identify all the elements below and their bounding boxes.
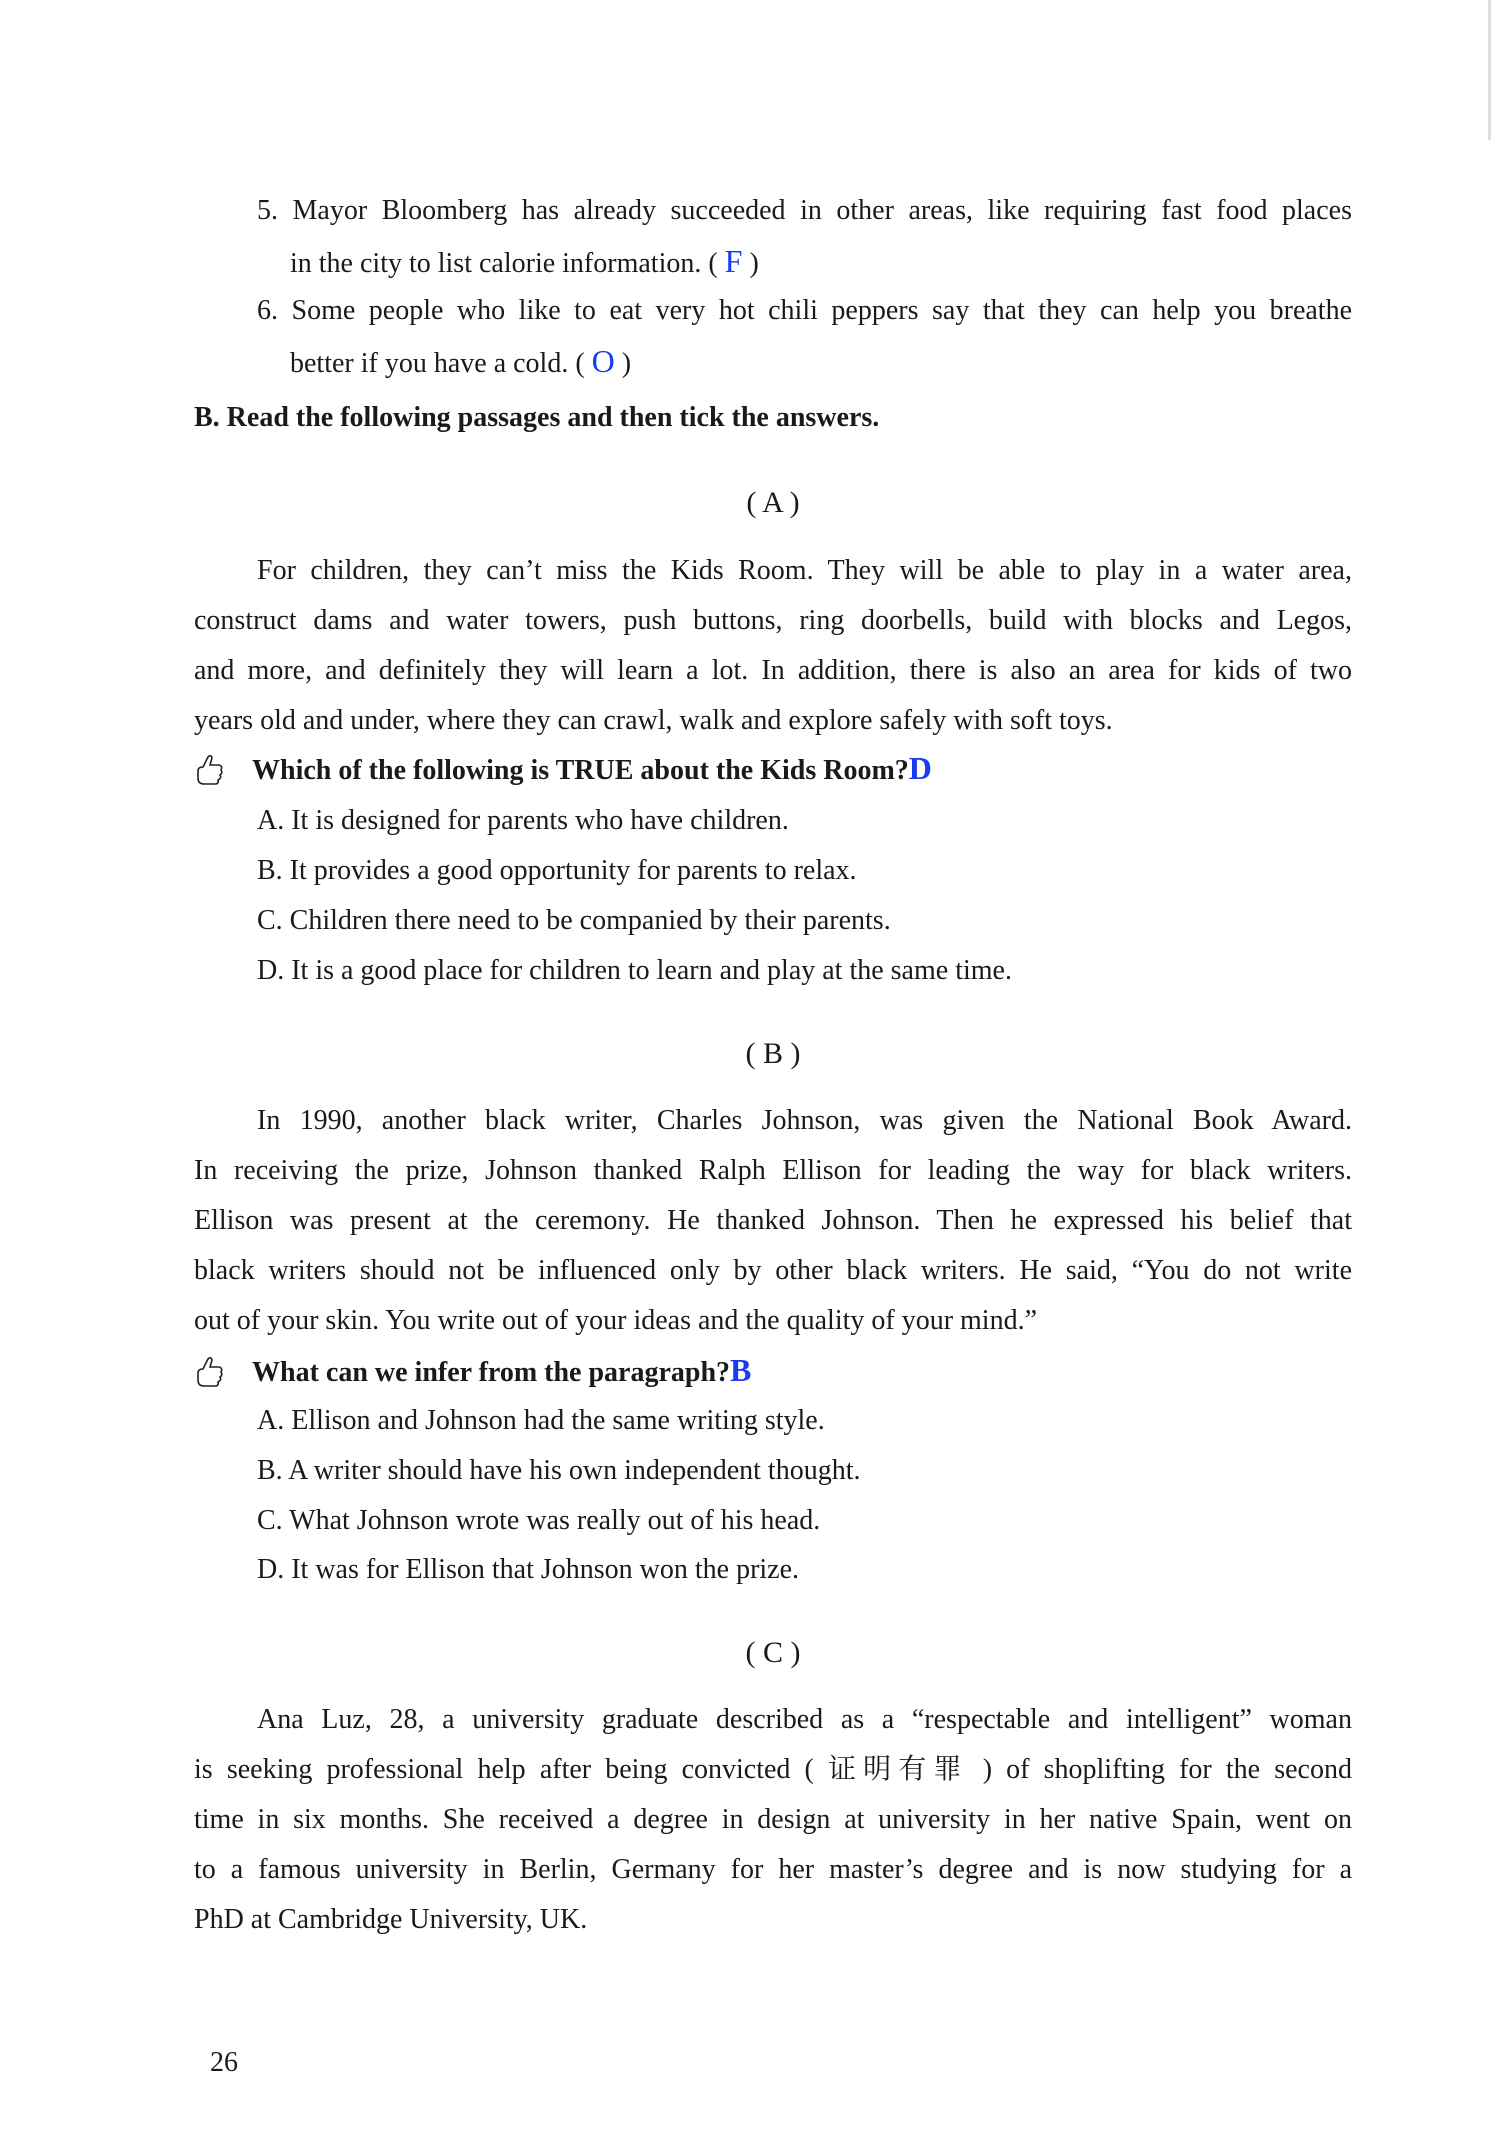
option-d: D. It was for Ellison that Johnson won the prize. bbox=[257, 1554, 800, 1585]
passage-c-line: PhD at Cambridge University, UK. bbox=[194, 1904, 588, 1935]
question-text: Which of the following is TRUE about the Kids Room? bbox=[252, 755, 909, 786]
passage-c-label: ( C ) bbox=[745, 1636, 801, 1669]
paren: ) bbox=[749, 248, 759, 279]
answer-mark: F bbox=[724, 243, 743, 279]
option-d: D. It is a good place for children to learn and play at the same time. bbox=[257, 955, 1012, 986]
thumb-icon bbox=[194, 753, 224, 787]
passage-b-line: black writers should not be influenced only by other black writers. He said, “You do not write bbox=[194, 1255, 1352, 1286]
question-a bbox=[194, 743, 932, 793]
option-c: C. What Johnson wrote was really out of his head. bbox=[257, 1505, 821, 1536]
item-text: better if you have a cold. ( bbox=[290, 348, 585, 379]
question-b bbox=[194, 1345, 751, 1395]
item-6-line-2 bbox=[290, 336, 1352, 386]
passage-b-label: ( B ) bbox=[745, 1037, 801, 1070]
option-a: A. It is designed for parents who have children. bbox=[257, 805, 789, 836]
passage-c-line: is seeking professional help after being convicted ( 证明有罪 ) of shoplifting for the second bbox=[194, 1754, 1352, 1785]
page-edge-shadow bbox=[1488, 0, 1491, 140]
answer-mark: B bbox=[730, 1352, 752, 1388]
question-text: What can we infer from the paragraph? bbox=[252, 1357, 731, 1388]
item-6-line-1: 6. Some people who like to eat very hot chili peppers say that they can help you breathe bbox=[257, 295, 1352, 326]
passage-a-line: and more, and definitely they will learn a lot. In addition, there is also an area for kids of two bbox=[194, 655, 1352, 686]
item-5-line-1: 5. Mayor Bloomberg has already succeeded in other areas, like requiring fast food places bbox=[257, 195, 1352, 226]
passage-c-line: Ana Luz, 28, a university graduate described as a “respectable and intelligent” woman bbox=[257, 1704, 1352, 1735]
passage-b-line: Ellison was present at the ceremony. He thanked Johnson. Then he expressed his belief that bbox=[194, 1205, 1352, 1236]
passage-a-label: ( A ) bbox=[746, 486, 800, 519]
answer-mark: O bbox=[591, 343, 615, 379]
passage-b-line: In receiving the prize, Johnson thanked Ralph Ellison for leading the way for black writers. bbox=[194, 1155, 1352, 1186]
option-a: A. Ellison and Johnson had the same writing style. bbox=[257, 1405, 825, 1436]
option-c: C. Children there need to be companied by their parents. bbox=[257, 905, 891, 936]
item-text: in the city to list calorie information. ( bbox=[290, 248, 718, 279]
answer-mark: D bbox=[908, 750, 932, 786]
passage-c-line: to a famous university in Berlin, Germany for her master’s degree and is now studying for a bbox=[194, 1854, 1352, 1885]
passage-a-line: For children, they can’t miss the Kids Room. They will be able to play in a water area, bbox=[257, 555, 1352, 586]
paren: ) bbox=[621, 348, 632, 379]
section-b-heading: B. Read the following passages and then tick the answers. bbox=[194, 402, 880, 433]
passage-c-line: time in six months. She received a degree in design at university in her native Spain, went on bbox=[194, 1804, 1352, 1835]
thumb-icon bbox=[194, 1355, 224, 1389]
item-5-line-2 bbox=[290, 236, 1352, 286]
option-b: B. It provides a good opportunity for parents to relax. bbox=[257, 855, 857, 886]
page-number: 26 bbox=[210, 2047, 238, 2078]
passage-a-line: construct dams and water towers, push buttons, ring doorbells, build with blocks and Legos, bbox=[194, 605, 1352, 636]
option-b: B. A writer should have his own independent thought. bbox=[257, 1455, 861, 1486]
passage-a-line: years old and under, where they can crawl, walk and explore safely with soft toys. bbox=[194, 705, 1113, 736]
passage-b-line: out of your skin. You write out of your ideas and the quality of your mind.” bbox=[194, 1305, 1038, 1336]
passage-b-line: In 1990, another black writer, Charles Johnson, was given the National Book Award. bbox=[257, 1105, 1352, 1136]
